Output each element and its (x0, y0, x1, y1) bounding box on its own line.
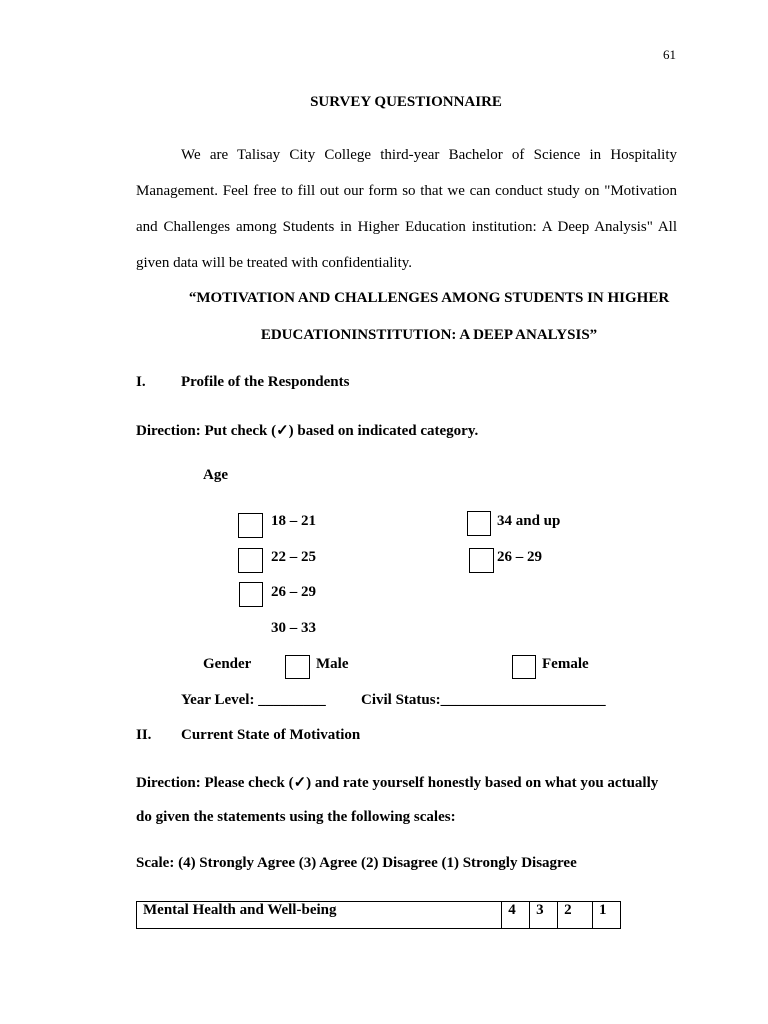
direction-2-line-1: Direction: Please check (✓) and rate yourself honestly based on what you actually (136, 775, 659, 791)
section-1-number: I. (136, 374, 146, 390)
table-header-col-3: 3 (530, 902, 558, 929)
section-2-number: II. (136, 727, 152, 743)
study-title-line-1: “MOTIVATION AND CHALLENGES AMONG STUDENTS IN HIGHER (188, 290, 670, 306)
age-34-up-checkbox[interactable] (467, 511, 491, 536)
study-title-line-2: EDUCATIONINSTITUTION: A DEEP ANALYSIS” (260, 327, 598, 343)
direction-2-line-2: do given the statements using the following scales: (136, 809, 456, 825)
section-1-heading: Profile of the Respondents (181, 374, 350, 390)
section-2-heading: Current State of Motivation (181, 727, 361, 743)
age-18-21-checkbox[interactable] (238, 513, 263, 538)
table-header-col-2: 2 (558, 902, 593, 929)
age-26-29-checkbox[interactable] (239, 582, 263, 607)
age-22-25-checkbox[interactable] (238, 548, 263, 573)
gender-female-checkbox[interactable] (512, 655, 536, 679)
intro-paragraph: We are Talisay City College third-year Bachelor of Science in Hospitality Management. Feel free to fill out our form so that we can conduct study on "Motivation and Challenges among Students in Higher Education institution: A Deep Analysis" All given data will be treated with confidentiality. (136, 147, 677, 271)
age-22-25-label: 22 – 25 (271, 549, 316, 565)
table-header-row (137, 902, 621, 929)
civil-status-field[interactable]: Civil Status:______________________ (361, 692, 606, 708)
rating-scale: Scale: (4) Strongly Agree (3) Agree (2) Disagree (1) Strongly Disagree (136, 855, 577, 871)
age-30-33-label: 30 – 33 (271, 620, 316, 636)
age-34-up-label: 34 and up (497, 513, 561, 529)
page-number: 61 (663, 47, 676, 62)
table-header-col-1: 1 (593, 902, 621, 929)
table-header-category: Mental Health and Well-being (137, 902, 502, 929)
table-header-col-4: 4 (502, 902, 530, 929)
year-level-field[interactable]: Year Level: _________ (181, 692, 326, 708)
rating-table (136, 901, 621, 929)
gender-male-checkbox[interactable] (285, 655, 310, 679)
age-26-29-label: 26 – 29 (271, 584, 316, 600)
age-label: Age (203, 467, 228, 483)
direction-1: Direction: Put check (✓) based on indicated category. (136, 423, 479, 439)
age-26-29-right-checkbox[interactable] (469, 548, 494, 573)
age-26-29-right-label: 26 – 29 (497, 549, 542, 565)
gender-female-label: Female (542, 656, 589, 672)
document-title: SURVEY QUESTIONNAIRE (310, 94, 502, 110)
gender-male-label: Male (316, 656, 349, 672)
gender-label: Gender (203, 656, 252, 672)
age-18-21-label: 18 – 21 (271, 513, 316, 529)
